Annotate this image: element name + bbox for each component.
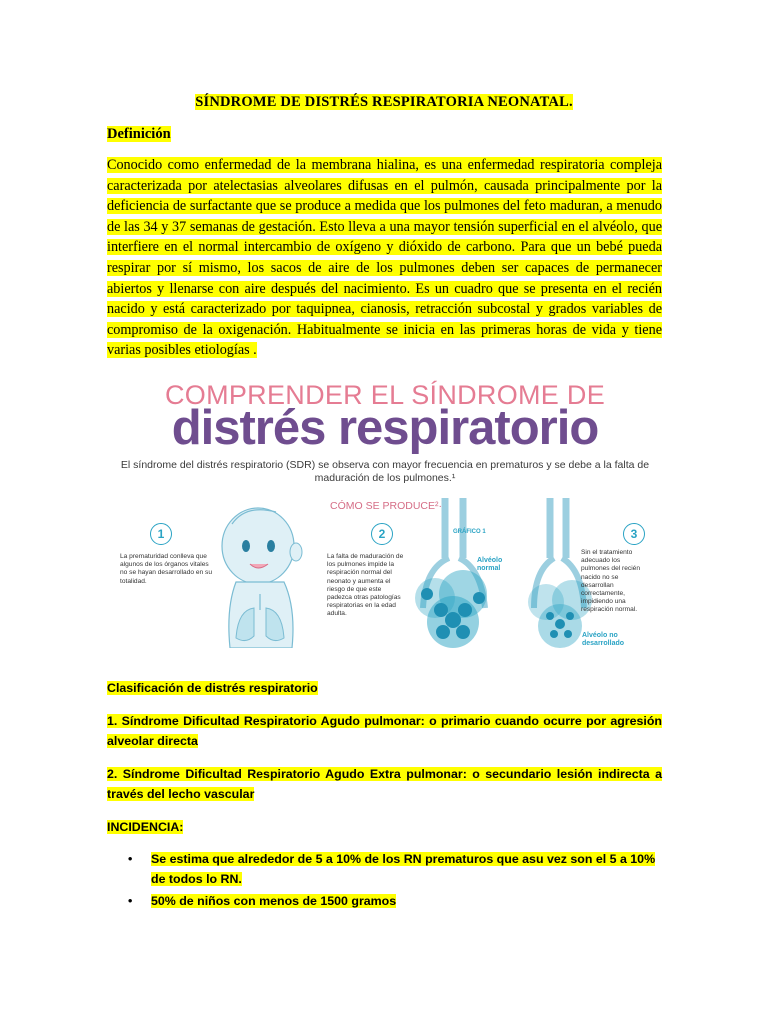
step-1-number: 1: [150, 523, 172, 545]
definition-heading: Definición: [107, 126, 171, 142]
infographic-title-line1: COMPRENDER EL SÍNDROME DE: [164, 380, 606, 410]
infographic-title-line2: distrés respiratorio: [171, 401, 599, 455]
step-3-text: Sin el tratamiento adecuado los pulmones del recién nacido no se desarrollan correctamente, impidiendo una respiración normal.: [581, 549, 641, 614]
step-3-number: 3: [623, 523, 645, 545]
incidence-heading: INCIDENCIA:: [107, 820, 184, 834]
step-1-text: La prematuridad conlleva que algunos de los órganos vitales no se hayan desarrollado en su totalidad.: [120, 553, 213, 585]
definition-paragraph: Conocido como enfermedad de la membrana hialina, es una enfermedad respiratoria compleja caracterizada por atelectasias alveolares difusas en el pulmón, causada principalmente por la deficiencia de surfactante que se produce a medida que los pulmones del feto maduran, a menudo de las 34 y 37 semanas de gestación. Esto lleva a una mayor tensión superficial en el alvéolo, que interfiere en el normal intercambio de oxígeno y dióxido de carbono. Para que un bebé pueda respirar por sí mismo, los sacos de aire de los pulmones deben ser capaces de permanecer abiertos y llenarse con aire después del nacimiento. Es un cuadro que se presenta en el recién nacido y está caracterizado por taquipnea, cianosis, retracción subcostal y grados variables de compromiso de la oxigenación. Habitualmente se inicia en las primeras horas de vida y tiene varias posibles etiologías .: [107, 157, 662, 359]
infographic-subtitle: El síndrome del distrés respiratorio (SDR) se observa con mayor frecuencia en prematuros y se debe a la falta de maduración de los pulmones.¹: [120, 459, 650, 484]
incidence-item: • Se estima que alrededor de 5 a 10% de los RN prematuros que asu vez son el 5 a 10% de todos lo RN.: [128, 852, 656, 886]
underdeveloped-alveolus-label: Alvéolo no desarrollado: [582, 632, 625, 647]
normal-alveolus-label: Alvéolo normal: [477, 557, 503, 572]
incidence-item: • 50% de niños con menos de 1500 gramos: [128, 894, 397, 908]
step-2-text: La falta de maduración de los pulmones impide la respiración normal del neonato y aumenta el riesgo de que este padezca otras patologías respiratorias en la edad adulta.: [327, 553, 404, 618]
step-2-number: 2: [371, 523, 393, 545]
normal-alveolus-illustration: [405, 498, 505, 658]
graphic-1-label: GRÁFICO 1: [453, 529, 486, 535]
how-it-happens-label: CÓMO SE PRODUCE²·³: [330, 500, 446, 512]
classification-heading: Clasificación de distrés respiratorio: [107, 681, 318, 695]
document-title: SÍNDROME DE DISTRÉS RESPIRATORIA NEONATAL.: [195, 94, 573, 110]
baby-illustration: [216, 498, 316, 648]
classification-item-1: 1. Síndrome Dificultad Respiratorio Agudo pulmonar: o primario cuando ocurre por agresión alveolar directa: [107, 714, 662, 748]
incidence-list: [128, 849, 662, 911]
classification-item-2: 2. Síndrome Dificultad Respiratorio Agudo Extra pulmonar: o secundario lesión indirecta a través del lecho vascular: [107, 767, 662, 801]
rds-infographic: [120, 372, 650, 664]
